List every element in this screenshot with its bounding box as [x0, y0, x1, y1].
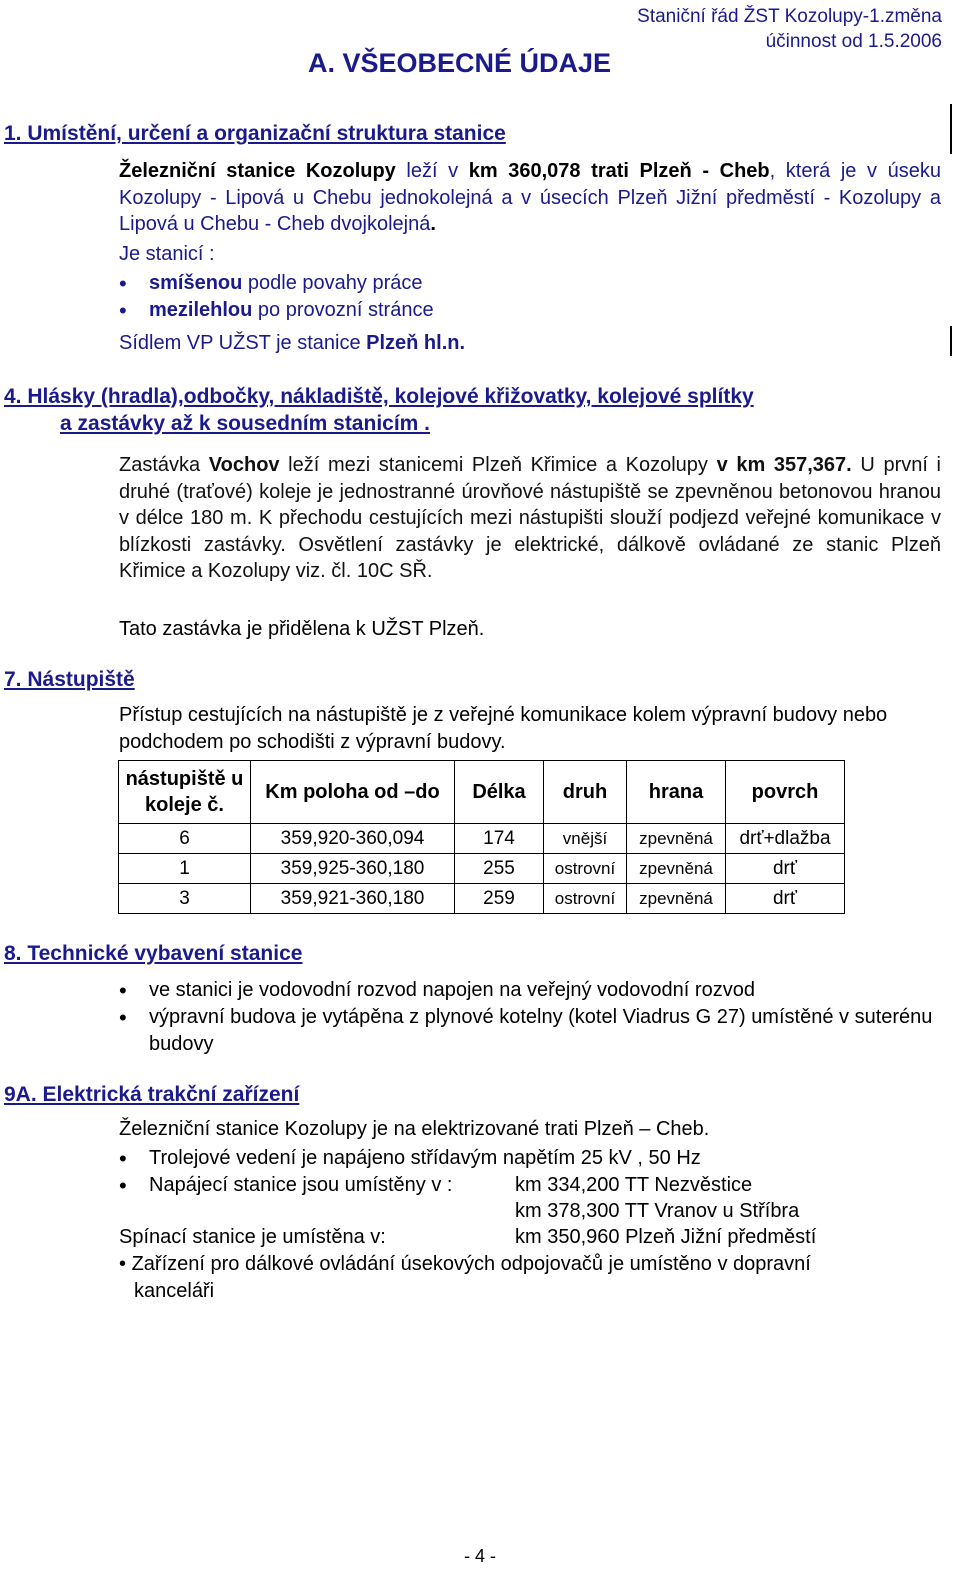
bullet-icon: •: [119, 1253, 132, 1275]
bullet-bold: mezilehlou: [149, 299, 253, 321]
technical-equipment-list: [119, 977, 941, 1058]
km-trati: km 360,078 trati Plzeň - Cheb: [468, 160, 770, 182]
table-cell: vnější: [544, 824, 627, 854]
list-item: [119, 270, 434, 297]
table-cell: drť: [726, 884, 845, 914]
station-name: Železniční stanice Kozolupy: [119, 160, 396, 182]
table-row: [119, 824, 845, 854]
column-header: druh: [544, 761, 627, 824]
table-cell: 359,921-360,180: [251, 884, 455, 914]
list-item: • výpravní budova je vytápěna z plynové kotelny (kotel Viadrus G 27) umístěné v suterénu budovy: [119, 1004, 941, 1058]
main-title: A. VŠEOBECNÉ ÚDAJE: [308, 48, 612, 78]
stop-name: Vochov: [208, 454, 280, 476]
table-cell: 6: [119, 824, 251, 854]
table-cell: 3: [119, 884, 251, 914]
list-item: [119, 297, 434, 324]
bullet-text: po provozní stránce: [252, 299, 434, 321]
feeding-station-label: Napájecí stanice jsou umístěny v :: [149, 1174, 453, 1196]
je-stanici-label: Je stanicí :: [119, 243, 215, 265]
remote-control-line-1: [119, 1253, 811, 1276]
stop-km: v km 357,367.: [716, 454, 852, 476]
remote-control-text: Zařízení pro dálkové ovládání úsekových odpojovačů je umístěno v dopravní: [131, 1253, 811, 1275]
table-cell: 1: [119, 854, 251, 884]
table-cell: 359,925-360,180: [251, 854, 455, 884]
section-1-paragraph: [119, 158, 941, 238]
table-cell: ostrovní: [544, 854, 627, 884]
station-type-list: [119, 270, 434, 324]
traction-line-1: Železniční stanice Kozolupy je na elektrizované trati Plzeň – Cheb.: [119, 1118, 710, 1140]
list-item: [119, 1172, 941, 1199]
table-cell: ostrovní: [544, 884, 627, 914]
table-cell: drť: [726, 854, 845, 884]
bullet-text: podle povahy práce: [242, 272, 423, 294]
table-row: [119, 854, 845, 884]
p4-text-b: leží mezi stanicemi Plzeň Křimice a Kozolupy: [279, 454, 717, 476]
column-header: Délka: [455, 761, 544, 824]
traction-list: [119, 1145, 941, 1199]
list-item: • ve stanici je vodovodní rozvod napojen na veřejný vodovodní rozvod: [119, 977, 941, 1004]
p1-text-b: , která je v úseku Kozolupy - Lipová u Chebu jednokolejná a v úsecích Plzeň Jižní předměstí - Kozolupy a Lipová u Chebu - Cheb dvojkolejná: [119, 160, 942, 235]
sidlem-station: Plzeň hl.n.: [366, 332, 466, 354]
switching-station-value: km 350,960 Plzeň Jižní předměstí: [515, 1226, 817, 1248]
feeding-station-2: km 378,300 TT Vranov u Stříbra: [515, 1200, 800, 1222]
table-cell: drť+dlažba: [726, 824, 845, 854]
table-cell: 174: [455, 824, 544, 854]
table-header-row: [119, 761, 845, 824]
section-4-paragraph-2: Tato zastávka je přidělena k UŽST Plzeň.: [119, 618, 485, 640]
section-4-heading-line-1: 4. Hlásky (hradla),odbočky, nákladiště, kolejové křižovatky, kolejové splítky: [4, 385, 754, 408]
sidlem-vp: [119, 332, 465, 355]
table-cell: 259: [455, 884, 544, 914]
switching-station-label: Spínací stanice je umístěna v:: [119, 1226, 386, 1248]
column-header: nástupiště u koleje č.: [119, 761, 251, 824]
column-header: hrana: [627, 761, 726, 824]
bullet-bold: smíšenou: [149, 272, 243, 294]
change-bar: [950, 326, 952, 356]
section-4-heading-line-2: a zastávky až k sousedním stanicím .: [60, 412, 431, 435]
table-cell: zpevněná: [627, 824, 726, 854]
section-9a-heading: 9A. Elektrická trakční zařízení: [4, 1083, 300, 1106]
table-cell: zpevněná: [627, 884, 726, 914]
column-header: Km poloha od –do: [251, 761, 455, 824]
feeding-station-1: km 334,200 TT Nezvěstice: [515, 1174, 753, 1196]
header-line-1: Staniční řád ŽST Kozolupy-1.změna: [637, 6, 942, 27]
table-cell: 255: [455, 854, 544, 884]
p4-text-c: U první i druhé (traťové) koleje je jednostranné úrovňové nástupiště se zpevněnou betonovou hranou v délce 180 m. K přechodu cestujících mezi nástupišti slouží podjezd veřejné komunikace v blízkosti zastávky. Osvětlení zastávky je elektrické, dálkově ovládané ze stanic Plzeň Křimice a Kozolupy viz. čl. 10C SŘ.: [119, 454, 941, 582]
section-1-heading: 1. Umístění, určení a organizační struktura stanice: [4, 122, 506, 145]
list-item: • Trolejové vedení je napájeno střídavým napětím 25 kV , 50 Hz: [119, 1145, 941, 1172]
sidlem-text: Sídlem VP UŽST je stanice: [119, 332, 367, 354]
platform-table: [118, 760, 845, 914]
section-7-intro: Přístup cestujících na nástupiště je z veřejné komunikace kolem výpravní budovy nebo podchodem po schodišti z výpravní budovy.: [119, 704, 888, 753]
table-row: [119, 884, 845, 914]
section-7-heading: 7. Nástupiště: [4, 668, 135, 691]
change-bar: [950, 104, 952, 154]
remote-control-line-2: kanceláři: [134, 1280, 215, 1302]
p1-text-a: leží v: [395, 160, 469, 182]
p1-end: .: [430, 213, 436, 235]
column-header: povrch: [726, 761, 845, 824]
table-cell: zpevněná: [627, 854, 726, 884]
page-number: - 4 -: [463, 1546, 496, 1566]
table-cell: 359,920-360,094: [251, 824, 455, 854]
document-header: [637, 4, 942, 54]
section-8-heading: 8. Technické vybavení stanice: [4, 942, 303, 965]
section-4-paragraph: [119, 452, 941, 585]
header-line-2: účinnost od 1.5.2006: [765, 31, 942, 52]
p4-text-a: Zastávka: [119, 454, 209, 476]
